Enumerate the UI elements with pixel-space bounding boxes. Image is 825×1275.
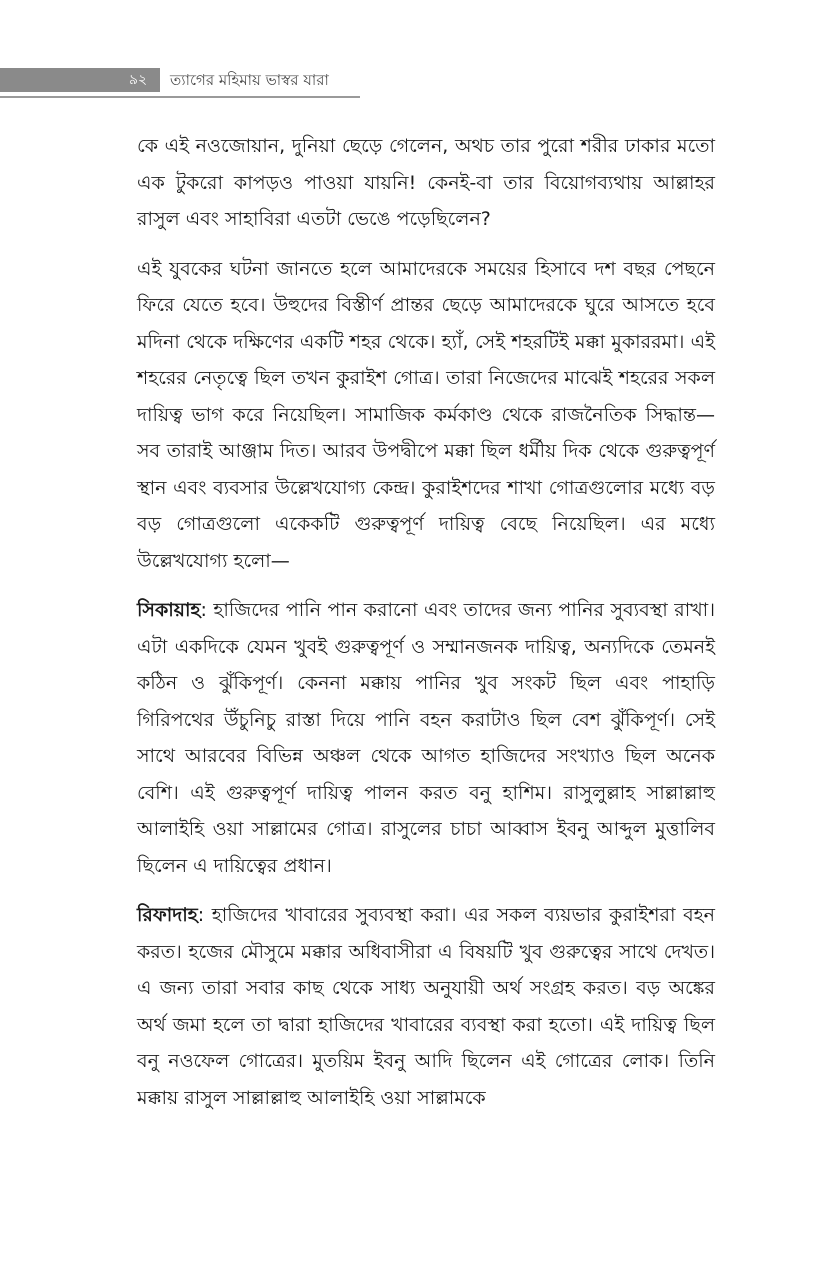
- paragraph-intro: [137, 128, 715, 238]
- header-rule: [0, 96, 360, 98]
- term-heading: রিফাদাহ: [137, 904, 198, 926]
- running-header: [0, 68, 360, 92]
- paragraph-sikayah: [137, 592, 715, 884]
- running-title: ত্যাগের মহিমায় ভাস্বর যারা: [170, 71, 329, 89]
- paragraph-text: : হাজিদের পানি পান করানো এবং তাদের জন্য পানির সুব্যবস্থা রাখা। এটা একদিকে যেমন খুবই গুরুত্বপূর্ণ ও সম্মানজনক দায়িত্ব, অন্যদিকে তেমনই কঠিন ও ঝুঁকিপূর্ণ। কেননা মক্কায় পানির খুব সংকট ছিল এবং পাহাড়ি গিরিপথের উঁচুনিচু রাস্তা দিয়ে পানি বহন করাটাও ছিল বেশ ঝুঁকিপূর্ণ। সেই সাথে আরবের বিভিন্ন অঞ্চল থেকে আগত হাজিদের সংখ্যাও ছিল অনেক বেশি। এই গুরুত্বপূর্ণ দায়িত্ব পালন করত বনু হাশিম। রাসুলুল্লাহ সাল্লাল্লাহু আলাইহি ওয়া সাল্লামের গোত্র। রাসুলের চাচা আব্বাস ইবনু আব্দুল মুত্তালিব ছিলেন এ দায়িত্বের প্রধান।: [137, 599, 715, 877]
- paragraph-text: : হাজিদের খাবারের সুব্যবস্থা করা। এর সকল ব্যয়ভার কুরাইশরা বহন করত। হজের মৌসুমে মক্কার অধিবাসীরা এ বিষয়টি খুব গুরুত্বের সাথে দেখত। এ জন্য তারা সবার কাছ থেকে সাধ্য অনুযায়ী অর্থ সংগ্রহ করত। বড় অঙ্কের অর্থ জমা হলে তা দ্বারা হাজিদের খাবারের ব্যবস্থা করা হতো। এই দায়িত্ব ছিল বনু নওফেল গোত্রের। মুতয়িম ইবনু আদি ছিলেন এই গোত্রের লোক। তিনি মক্কায় রাসুল সাল্লাল্লাহু আলাইহি ওয়া সাল্লামকে: [137, 904, 715, 1109]
- body-text: [137, 128, 715, 1129]
- paragraph-rifadah: [137, 897, 715, 1116]
- paragraph-text: এই যুবকের ঘটনা জানতে হলে আমাদেরকে সময়ের হিসাবে দশ বছর পেছনে ফিরে যেতে হবে। উহুদের বিস্তীর্ণ প্রান্তর ছেড়ে আমাদেরকে ঘুরে আসতে হবে মদিনা থেকে দক্ষিণের একটি শহর থেকে। হ্যাঁ, সেই শহরটিই মক্কা মুকাররমা। এই শহরের নেতৃত্বে ছিল তখন কুরাইশ গোত্র। তারা নিজেদের মাঝেই শহরের সকল দায়িত্ব ভাগ করে নিয়েছিল। সামাজিক কর্মকাণ্ড থেকে রাজনৈতিক সিদ্ধান্ত—সব তারাই আঞ্জাম দিত। আরব উপদ্বীপে মক্কা ছিল ধর্মীয় দিক থেকে গুরুত্বপূর্ণ স্থান এবং ব্যবসার উল্লেখযোগ্য কেন্দ্র। কুরাইশদের শাখা গোত্রগুলোর মধ্যে বড় বড় গোত্রগুলো একেকটি গুরুত্বপূর্ণ দায়িত্ব বেছে নিয়েছিল। এর মধ্যে উল্লেখযোগ্য হলো—: [137, 257, 715, 572]
- term-heading: সিকায়াহ: [137, 599, 201, 621]
- paragraph-context: [137, 251, 715, 580]
- page-number: ৯২: [128, 72, 148, 88]
- paragraph-text: কে এই নওজোয়ান, দুনিয়া ছেড়ে গেলেন, অথচ তার পুরো শরীর ঢাকার মতো এক টুকরো কাপড়ও পাওয়া যায়নি! কেনই-বা তার বিয়োগব্যথায় আল্লাহর রাসুল এবং সাহাবিরা এতটা ভেঙে পড়েছিলেন?: [137, 135, 715, 230]
